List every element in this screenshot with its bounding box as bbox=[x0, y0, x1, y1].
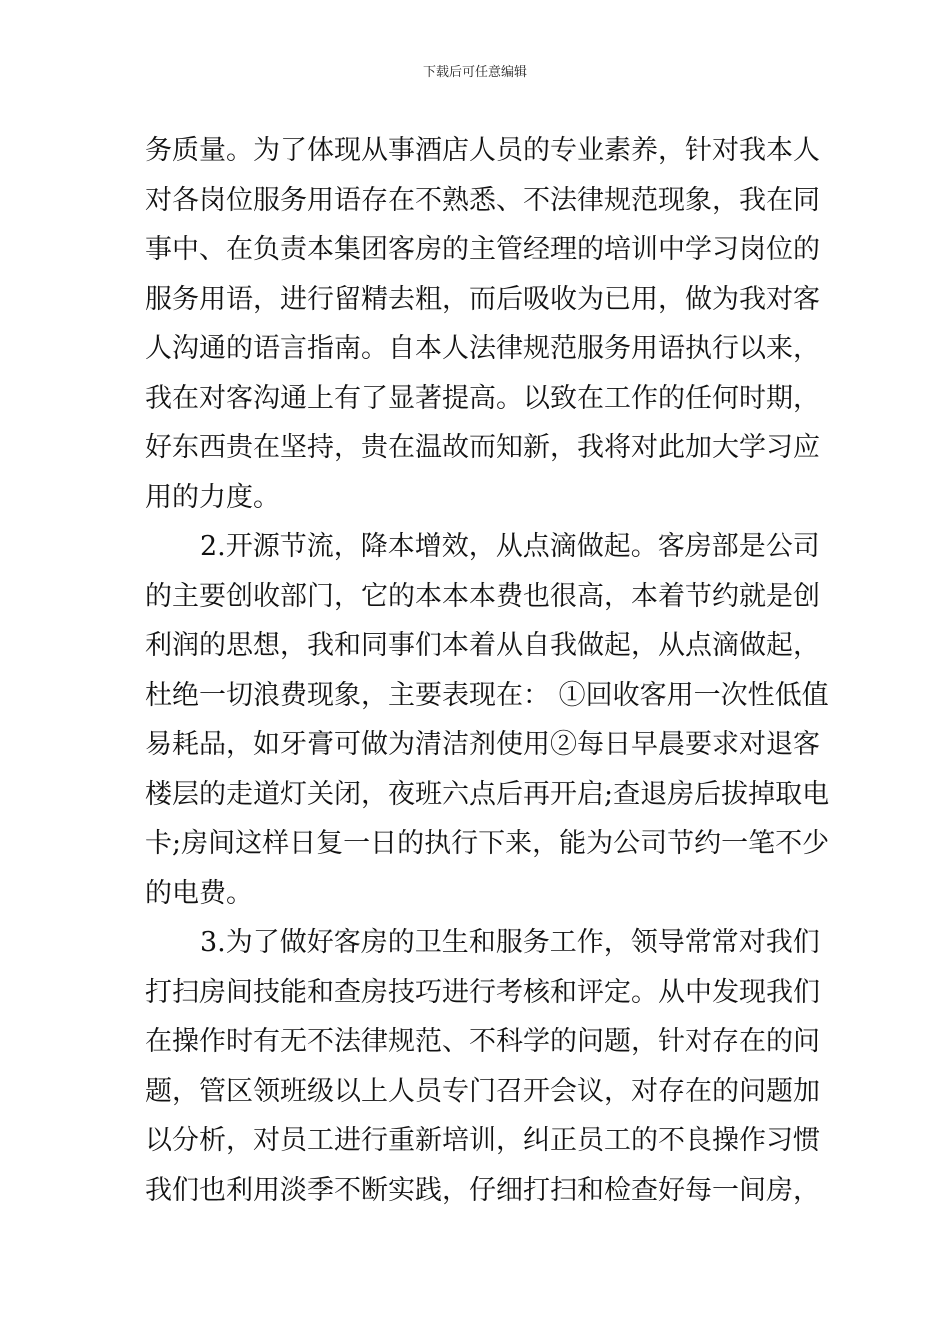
paragraph-1 bbox=[145, 126, 820, 522]
text-line: 题，管区领班级以上人员专门召开会议，对存在的问题加 bbox=[145, 1075, 820, 1107]
text-line: 服务用语，进行留精去粗，而后吸收为已用，做为我对客 bbox=[145, 283, 820, 315]
text-line: 3.为了做好客房的卫生和服务工作，领导常常对我们 bbox=[200, 927, 820, 958]
text-line: 事中、在负责本集团客房的主管经理的培训中学习岗位的 bbox=[145, 234, 820, 265]
document-body bbox=[145, 126, 830, 1215]
text-line: 打扫房间技能和查房技巧进行考核和评定。从中发现我们 bbox=[145, 976, 820, 1008]
text-line: 用的力度。 bbox=[145, 481, 280, 513]
text-line: 楼层的走道灯关闭，夜班六点后再开启;查退房后拔掉取电 bbox=[145, 778, 830, 810]
text-line: 的主要创收部门，它的本本本费也很高，本着节约就是创 bbox=[145, 580, 820, 612]
text-line: 在操作时有无不法律规范、不科学的问题，针对存在的问 bbox=[145, 1026, 820, 1057]
text-line: 易耗品，如牙膏可做为清洁剂使用②每日早晨要求对退客 bbox=[145, 729, 820, 760]
page-header: 下载后可任意编辑 bbox=[422, 65, 527, 80]
text-line: 2.开源节流，降本增效，从点滴做起。客房部是公司 bbox=[200, 531, 820, 562]
text-line: 卡;房间这样日复一日的执行下来，能为公司节约一笔不少 bbox=[145, 828, 830, 859]
text-line: 好东西贵在坚持，贵在温故而知新，我将对此加大学习应 bbox=[145, 432, 820, 463]
paragraph-3 bbox=[145, 918, 820, 1215]
text-line: 务质量。为了体现从事酒店人员的专业素养，针对我本人 bbox=[145, 135, 820, 166]
text-line: 杜绝一切浪费现象，主要表现在： ①回收客用一次性低值 bbox=[145, 679, 829, 711]
paragraph-2 bbox=[145, 522, 830, 918]
text-line: 对各岗位服务用语存在不熟悉、不法律规范现象，我在同 bbox=[145, 184, 820, 216]
text-line: 我在对客沟通上有了显著提高。以致在工作的任何时期， bbox=[145, 382, 820, 414]
text-line: 利润的思想，我和同事们本着从自我做起，从点滴做起， bbox=[145, 630, 820, 661]
text-line: 的电费。 bbox=[145, 877, 253, 909]
text-line: 我们也利用淡季不断实践，仔细打扫和检查好每一间房， bbox=[145, 1174, 820, 1206]
text-line: 以分析，对员工进行重新培训，纠正员工的不良操作习惯 bbox=[145, 1125, 820, 1156]
text-line: 人沟通的语言指南。自本人法律规范服务用语执行以来， bbox=[145, 333, 820, 364]
